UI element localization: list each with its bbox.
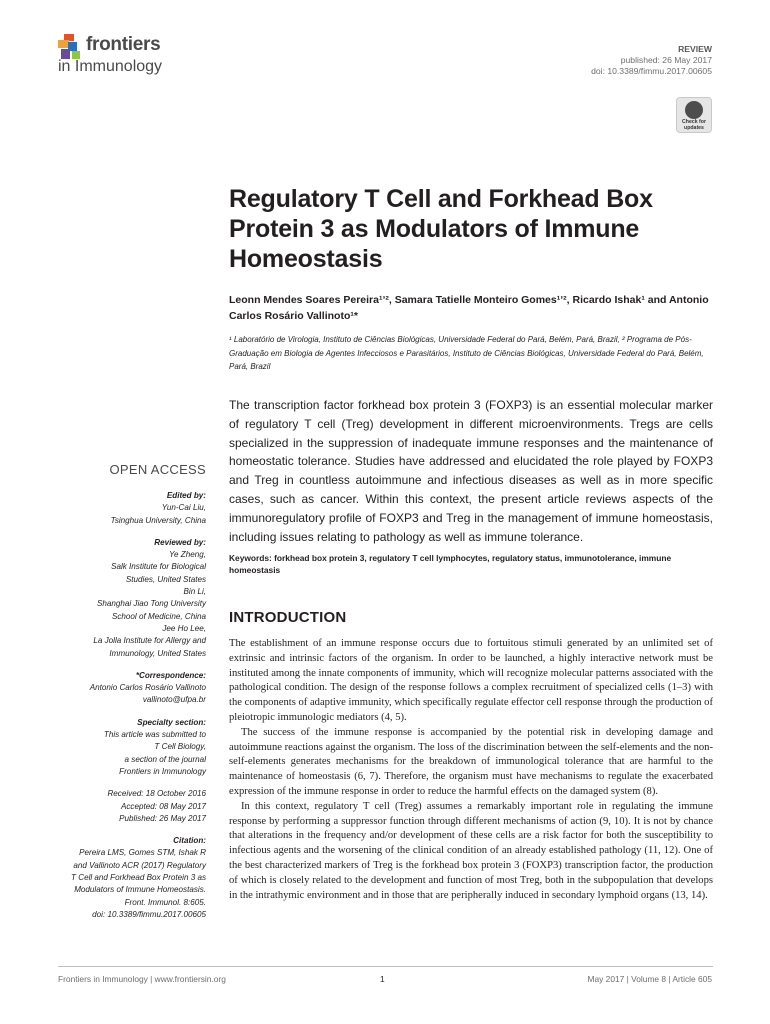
- specialty-line: This article was submitted to: [103, 730, 206, 740]
- reviewer-line: Shanghai Jiao Tong University: [96, 599, 206, 609]
- sidebar-metadata: [58, 490, 206, 921]
- reviewer-line: La Jolla Institute for Allergy and: [93, 636, 206, 646]
- reviewer-line: Salk Institute for Biological: [111, 562, 206, 572]
- reviewer-line: Jee Ho Lee,: [162, 623, 206, 633]
- logo-text-top: frontiers: [86, 34, 161, 55]
- published-date: published: 26 May 2017: [620, 55, 712, 65]
- doi[interactable]: doi: 10.3389/fimmu.2017.00605: [591, 66, 712, 76]
- body-paragraph: The success of the immune response is accompanied by the potential risk in developing damage and autoimmune reactions against the organism. The loss of the discrimination between the self-elements and the non-self-elements generates mechanisms for the breakdown of immunological tolerance that are harmful to the maintenance of homeostasis (6, 7). Therefore, the organism must have mechanisms to regulate the exacerbated expression of the immune response in order to reduce the harmful effects on the damaged system (8).: [229, 726, 713, 797]
- correspondence-name: Antonio Carlos Rosário Vallinoto: [89, 683, 206, 693]
- bookmark-icon: [685, 101, 703, 119]
- journal-logo: [58, 34, 218, 80]
- article-meta: [591, 44, 712, 77]
- frontiers-logo-icon: [58, 34, 82, 60]
- citation-line: and Vallinoto ACR (2017) Regulatory: [73, 860, 206, 870]
- section-heading-introduction: INTRODUCTION: [229, 609, 347, 626]
- reviewed-by-label: Reviewed by:: [154, 537, 206, 547]
- logo-text-bottom: in Immunology: [58, 58, 163, 75]
- affiliations: ¹ Laboratório de Virologia, Instituto de Ciências Biológicas, Universidade Federal do Pará, Belém, Pará, Brazil, ² Programa de Pós-Graduação em Biologia de Agentes Infecciosos e Parasitários, Instituto de Ciências Biológicas, Universidade Federal do Pará, Belém, Pará, Brazil: [229, 335, 704, 371]
- edited-by-label: Edited by:: [166, 491, 206, 500]
- keywords: Keywords: forkhead box protein 3, regulatory T cell lymphocytes, regulatory status, immunotolerance, immune homeostasis: [229, 553, 672, 575]
- footer-divider: [58, 966, 713, 967]
- specialty-section-label: Specialty section:: [137, 717, 206, 727]
- article-type: REVIEW: [678, 44, 712, 54]
- editor-line: Yun-Cai Liu,: [161, 503, 206, 513]
- citation-line[interactable]: doi: 10.3389/fimmu.2017.00605: [92, 909, 206, 919]
- reviewer-line: Bin Li,: [183, 587, 206, 597]
- specialty-line: a section of the journal: [124, 754, 206, 764]
- check-for-updates-badge[interactable]: [676, 97, 712, 133]
- abstract: The transcription factor forkhead box protein 3 (FOXP3) is an essential molecular marker of regulatory T cell (Treg) development in different microenvironments. Tregs are cells specialized in the suppression of inadequate immune responses and the maintenance of homeostatic tolerance. Studies have addressed and elucidated the role played by FOXP3 and Treg in countless autoimmune and infectious diseases as well as in more specific cases, such as cancer. Within this context, the present article reviews aspects of the immunoregulatory profile of FOXP3 and Treg in the management of immune homeostasis, including issues relating to pathology as well as immune tolerance.: [229, 398, 713, 544]
- citation-line: Modulators of Immune Homeostasis.: [74, 885, 206, 895]
- editor-line: Tsinghua University, China: [110, 515, 206, 525]
- citation-label: Citation:: [173, 836, 206, 846]
- footer-journal[interactable]: Frontiers in Immunology | www.frontiersin.org: [58, 974, 226, 984]
- reviewer-line: Immunology, United States: [109, 648, 206, 658]
- received-date: Received: 18 October 2016: [107, 789, 206, 799]
- page-number: 1: [380, 974, 385, 984]
- body-paragraph: In this context, regulatory T cell (Treg) assumes a remarkably important role in regulating the immune response by performing a suppressor function through different mechanisms of action (9, 10). It is not by chance that alterations in the frequency and/or development of these cells are a risk factor for both the susceptibility to infectious agents and the worsening of the clinical condition of an already established pathology (11, 12). One of the best characterized markers of Treg is the forkhead box protein 3 (FOXP3) transcription factor, the production of which is closely related to the development and function of most Treg, both in the subpopulation that develops in the intrathymic environment and in those that are peripherally induced in secondary lymphoid organs (13, 14).: [229, 800, 713, 901]
- published-date-sidebar: Published: 26 May 2017: [119, 813, 206, 823]
- correspondence-label: *Correspondence:: [135, 670, 206, 680]
- specialty-line: Frontiers in Immunology: [119, 766, 206, 776]
- correspondence-email[interactable]: vallinoto@ufpa.br: [142, 695, 206, 705]
- specialty-line: T Cell Biology,: [154, 742, 206, 752]
- reviewer-line: Studies, United States: [125, 574, 206, 584]
- article-title: Regulatory T Cell and Forkhead Box Protein 3 as Modulators of Immune Homeostasis: [229, 185, 653, 273]
- check-for-updates-label: Check for updates: [682, 119, 706, 131]
- reviewer-line: School of Medicine, China: [111, 611, 206, 621]
- body-paragraph: The establishment of an immune response occurs due to fortuitous stimuli generated by an unlimited set of extrinsic and intrinsic factors of the organism. In order to be launched, a highly interactive network must be instituted among the innate components of immunity, which will recognize molecular patterns associated with the pathological condition. The design of the response follows a complex recruitment of specialized cells (1–3) with the components of adaptive immunity, which specifically regulate effector cell response through the production of pleiotropic immunologic mediators (4, 5).: [229, 638, 713, 723]
- introduction-body: [229, 637, 713, 903]
- citation-line: Pereira LMS, Gomes STM, Ishak R: [79, 848, 206, 858]
- author-list: Leonn Mendes Soares Pereira¹ʼ², Samara Tatielle Monteiro Gomes¹ʼ², Ricardo Ishak¹ and Antonio Carlos Rosário Vallinoto¹*: [229, 294, 709, 322]
- open-access-label: OPEN ACCESS: [109, 462, 206, 477]
- accepted-date: Accepted: 08 May 2017: [120, 801, 206, 811]
- footer-issue-info: May 2017 | Volume 8 | Article 605: [587, 974, 712, 984]
- citation-line: Front. Immunol. 8:605.: [124, 897, 206, 907]
- citation-line: T Cell and Forkhead Box Protein 3 as: [71, 873, 206, 883]
- reviewer-line: Ye Zheng,: [169, 550, 206, 560]
